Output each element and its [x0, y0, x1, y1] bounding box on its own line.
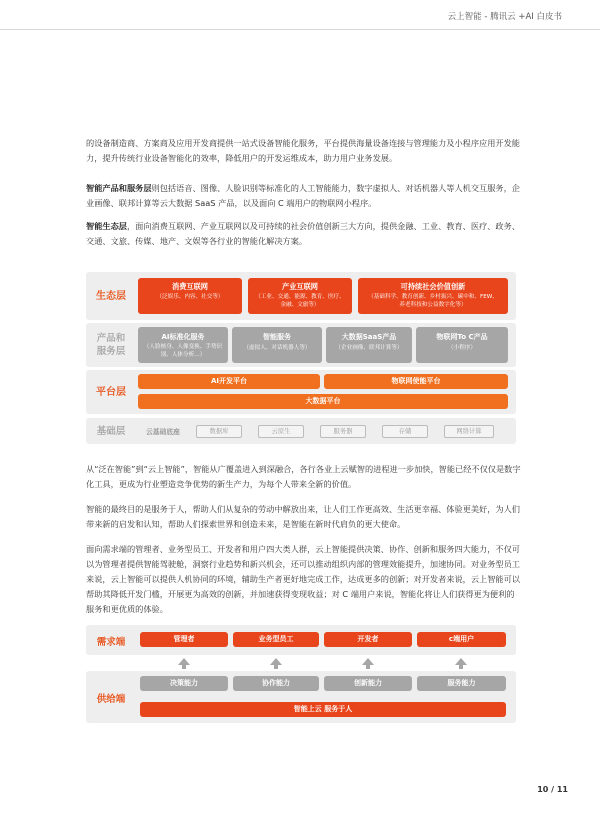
- up-arrow-stem: [366, 665, 370, 669]
- up-arrow-icon: [178, 658, 190, 665]
- header-title: 云上智能 - 腾讯云 +AI 白皮书: [447, 12, 562, 22]
- box-subtitle: （企业画像、联邦计算等）: [335, 345, 403, 351]
- demand-item-business-staff: 业务型员工: [233, 632, 319, 647]
- platform-layer: [86, 370, 516, 414]
- box-title: 产业互联网: [282, 282, 318, 291]
- page-number: 10 / 11: [537, 785, 568, 794]
- demand-row: [86, 625, 516, 655]
- architecture-diagram: [86, 272, 516, 448]
- base-chip-database: 数据库: [196, 425, 242, 438]
- base-layer: [86, 418, 516, 444]
- box-subtitle: （工业、交通、能源、教育、医疗、金融、文旅等）: [255, 294, 345, 308]
- box-title: 大数据SaaS产品: [341, 333, 397, 341]
- demand-row-label: 需求端: [96, 637, 126, 648]
- supply-item-decision: 决策能力: [140, 676, 228, 691]
- supply-row-label: 供给端: [96, 694, 126, 705]
- base-chip-server: 服务器: [320, 425, 366, 438]
- supply-bar-cloud-serve: 智能上云 服务于人: [140, 702, 506, 717]
- ecology-box-consumer: [138, 278, 242, 314]
- paragraph-bold-lead: 智能生态层: [86, 221, 127, 231]
- header-divider: [0, 29, 600, 30]
- product-box-ai-standard: [138, 327, 228, 363]
- box-subtitle: （泛娱乐、内容、社交等）: [156, 294, 224, 300]
- paragraph-body: ，面向消费互联网、产业互联网以及可持续的社会价值创新三大方向，提供金融、工业、教育、医疗、政务、交通、文旅、传媒、地产、文娱等各行业的智能化解决方案。: [86, 221, 520, 246]
- paragraph-serve-people: 智能的最终目的是服务于人，帮助人们从复杂的劳动中解放出来，让人们工作更高效、生活更幸福、体验更美好，为人们带来新的启发和认知，帮助人们探索世界和创造未来，是智能在新时代肩负的更大使命。: [86, 504, 520, 529]
- product-layer-label: 产品和服务层: [96, 333, 126, 357]
- demand-item-manager: 管理者: [140, 632, 228, 647]
- up-arrow-icon: [270, 658, 282, 665]
- box-subtitle: （基础科学、教育创新、乡村振兴、碳中和、FEW、养老科技和公益数字化等）: [368, 294, 498, 308]
- up-arrow-icon: [455, 658, 467, 665]
- up-arrow-icon: [362, 658, 374, 665]
- up-arrow-stem: [274, 665, 278, 669]
- ecology-box-social-value: [358, 278, 508, 314]
- ecology-layer-label: 生态层: [96, 290, 126, 302]
- box-subtitle: （人脸核身、人像变换、手势识别、人体分析…）: [143, 344, 223, 358]
- paragraph-body: 则包括语音、图像、人脸识别等标准化的人工智能能力，数字虚拟人、对话机器人等人机交互服务，企业画像、联邦计算等云大数据 SaaS 产品，以及面向 C 端用户的物联网小程序。: [86, 183, 520, 208]
- demand-supply-diagram: [86, 625, 516, 721]
- paragraph-iot-platform: 的设备制造商、方案商及应用开发商提供一站式设备智能化服务，平台提供海量设备连接与管理能力及小程序应用开发能力，提升传统行业设备智能化的效率，降低用户的开发运维成本，助力用户业务发展。: [86, 138, 520, 163]
- base-chip-network: 网络计算: [444, 425, 494, 438]
- paragraph-demand-supply: 面向需求端的管理者、业务型员工、开发者和用户四大类人群，云上智能提供决策、协作、创新和服务四大能力，不仅可以为管理者提供智能驾驶舱，洞察行业趋势和新兴机会，还可以推动组织内部的管理效能提升，加速协同。对业务型员工来说，云上智能可以提供人机协同的环境，辅助生产者更好地完成工作，达成更多的创新；对开发者来说，云上智能可以帮助其降低开发门槛，开展更为高效的创新，并加速获得变现收益；对 C 端用户来说，智能化将让人们获得更为便利的服务和更优质的体验。: [86, 544, 520, 614]
- platform-layer-label: 平台层: [96, 386, 126, 398]
- base-main-label: 云基础底座: [146, 428, 180, 436]
- up-arrow-stem: [182, 665, 186, 669]
- ecology-box-industry: [248, 278, 352, 314]
- box-title: 消费互联网: [172, 282, 208, 291]
- paragraph-cloud-intelligence: 从“泛在智能”到“云上智能”，智能从广覆盖进入到深融合，各行各业上云赋智的进程进一步加快，智能已经不仅仅是数字化工具，更成为行业塑造竞争优势的新生产力，为每个人带来全新的价值。: [86, 464, 521, 489]
- supply-item-collaboration: 协作能力: [233, 676, 319, 691]
- box-title: 物联网To C产品: [436, 333, 488, 341]
- product-layer: [86, 323, 516, 367]
- demand-item-developer: 开发者: [324, 632, 412, 647]
- paragraph-product-layer: [86, 181, 522, 211]
- product-box-iot-toc: [416, 327, 508, 363]
- supply-item-service: 服务能力: [417, 676, 506, 691]
- platform-bar-bigdata: 大数据平台: [138, 394, 508, 409]
- base-chip-storage: 存储: [382, 425, 428, 438]
- box-subtitle: （虚拟人、对话机器人等）: [243, 345, 311, 351]
- supply-row: [86, 671, 516, 723]
- up-arrow-stem: [459, 665, 463, 669]
- supply-item-innovation: 创新能力: [324, 676, 412, 691]
- base-chip-cloud-native: 云原生: [258, 425, 304, 438]
- box-title: 智能服务: [263, 333, 291, 341]
- demand-item-c-user: c端用户: [417, 632, 506, 647]
- base-layer-label: 基础层: [96, 425, 126, 437]
- platform-bar-iot-enable: 物联网使能平台: [324, 374, 508, 389]
- paragraph-bold-lead: 智能产品和服务层: [86, 183, 152, 193]
- platform-bar-ai-dev: AI开发平台: [138, 374, 320, 389]
- box-subtitle: （小程序）: [448, 345, 476, 351]
- box-title: 可持续社会价值创新: [400, 282, 466, 291]
- box-title: AI标准化服务: [161, 333, 205, 341]
- ecology-layer: [86, 272, 516, 320]
- product-box-bigdata-saas: [326, 327, 412, 363]
- product-box-smart-service: [232, 327, 322, 363]
- paragraph-ecology-layer: [86, 219, 522, 249]
